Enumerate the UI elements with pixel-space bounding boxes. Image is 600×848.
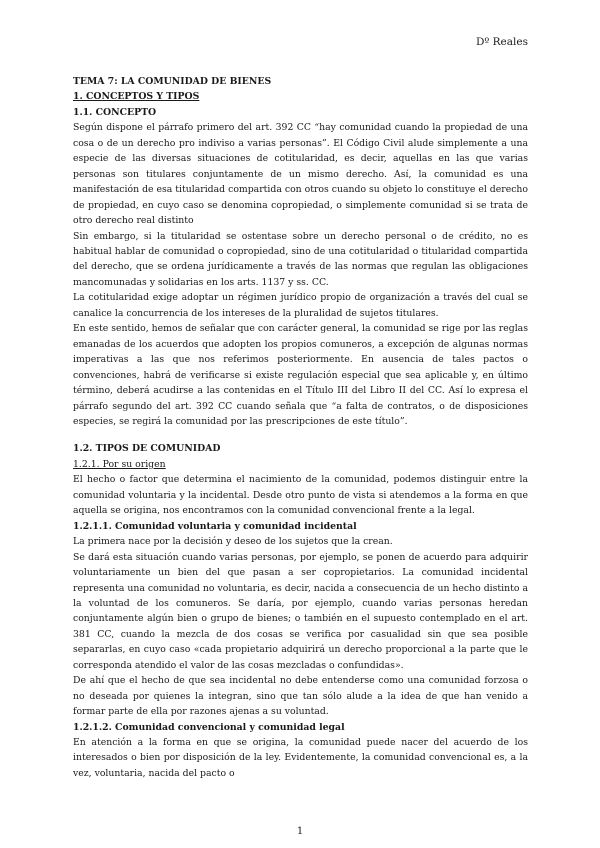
subsection-heading: 1.2. TIPOS DE COMUNIDAD	[73, 443, 221, 455]
section-heading: 1. CONCEPTOS Y TIPOS	[73, 91, 200, 103]
subsubsection-heading: 1.2.1.1. Comunidad voluntaria y comunidad incidental	[73, 520, 357, 532]
paragraph: Según dispone el párrafo primero del art. 392 CC “hay comunidad cuando la propiedad de una cosa o de un derecho pro indiviso a varias personas”. El Código Civil alude simplemente a una especie de las diversas situaciones de cotitularidad, es decir, aquellas en las que varias personas son titulares conjuntamente de un mismo derecho. Así, la comunidad es una manifestación de esa titularidad compartida con otros cuando su objeto lo constituye el derecho de propiedad, en cuyo caso se denomina copropiedad, o simplemente comunidad si se trata de otro derecho real distinto	[73, 122, 528, 227]
paragraph: En atención a la forma en que se origina, la comunidad puede nacer del acuerdo de los interesados o bien por disposición de la ley. Evidentemente, la comunidad convencional es, a la vez, voluntaria, nacida del pacto o	[73, 737, 528, 779]
subsubsection-heading: 1.2.1. Por su origen	[73, 458, 166, 470]
paragraph: Sin embargo, si la titularidad se ostentase sobre un derecho personal o de crédito, no es habitual hablar de comunidad o copropiedad, sino de una cotitularidad o titularidad compartida del derecho, que se ordena jurídicamente a través de las normas que regulan las obligaciones mancomunadas y solidarias en los arts. 1137 y ss. CC.	[73, 230, 528, 288]
paragraph: La cotitularidad exige adoptar un régimen jurídico propio de organización a través del cual se canalice la concurrencia de los intereses de la pluralidad de sujetos titulares.	[73, 292, 528, 319]
document-body	[73, 74, 528, 781]
subsection-heading: 1.1. CONCEPTO	[73, 106, 157, 118]
paragraph: En este sentido, hemos de señalar que con carácter general, la comunidad se rige por las reglas emanadas de los acuerdos que adopten los propios comuneros, a excepción de algunas normas imperativas a las que nos referimos posteriormente. En ausencia de tales pactos o convenciones, habrá de verificarse si existe regulación especial que sea aplicable y, en último término, deberá acudirse a las contenidas en el Título III del Libro II del CC. Así lo expresa el párrafo segundo del art. 392 CC cuando señala que “a falta de contratos, o de disposiciones especies, se regirá la comunidad por las prescripciones de este título”.	[73, 323, 528, 427]
document-title: TEMA 7: LA COMUNIDAD DE BIENES	[73, 76, 272, 87]
paragraph: Se dará esta situación cuando varias personas, por ejemplo, se ponen de acuerdo para adquirir voluntariamente un bien del que pasan a ser copropietarios. La comunidad incidental representa una comunidad no voluntaria, es decir, nacida a consecuencia de un hecho distinto a la voluntad de los comuneros. Se daría, por ejemplo, cuando varias personas heredan conjuntamente algún bien o grupo de bienes; o también en el supuesto contemplado en el art. 381 CC, cuando la mezcla de dos cosas se verifica por casualidad sin que sea posible separarlas, en cuyo caso «cada propietario adquirirá un derecho proporcional a la parte que le corresponda atendido el valor de las cosas mezcladas o confundidas».	[73, 551, 528, 671]
paragraph: El hecho o factor que determina el nacimiento de la comunidad, podemos distinguir entre la comunidad voluntaria y la incidental. Desde otro punto de vista si atendemos a la forma en que aquella se origina, nos encontramos con la comunidad convencional frente a la legal.	[73, 474, 528, 517]
spacer	[73, 429, 528, 441]
subsubsection-heading: 1.2.1.2. Comunidad convencional y comunidad legal	[73, 721, 345, 733]
paragraph: De ahí que el hecho de que sea incidental no debe entenderse como una comunidad forzosa o no deseada por quienes la integran, sino que tan sólo alude a la idea de que han venido a formar parte de ella por razones ajenas a su voluntad.	[73, 675, 528, 718]
page-number: 1	[296, 826, 304, 837]
running-header: Dº Reales	[475, 36, 528, 48]
paragraph: La primera nace por la decisión y deseo de los sujetos que la crean.	[73, 536, 393, 548]
